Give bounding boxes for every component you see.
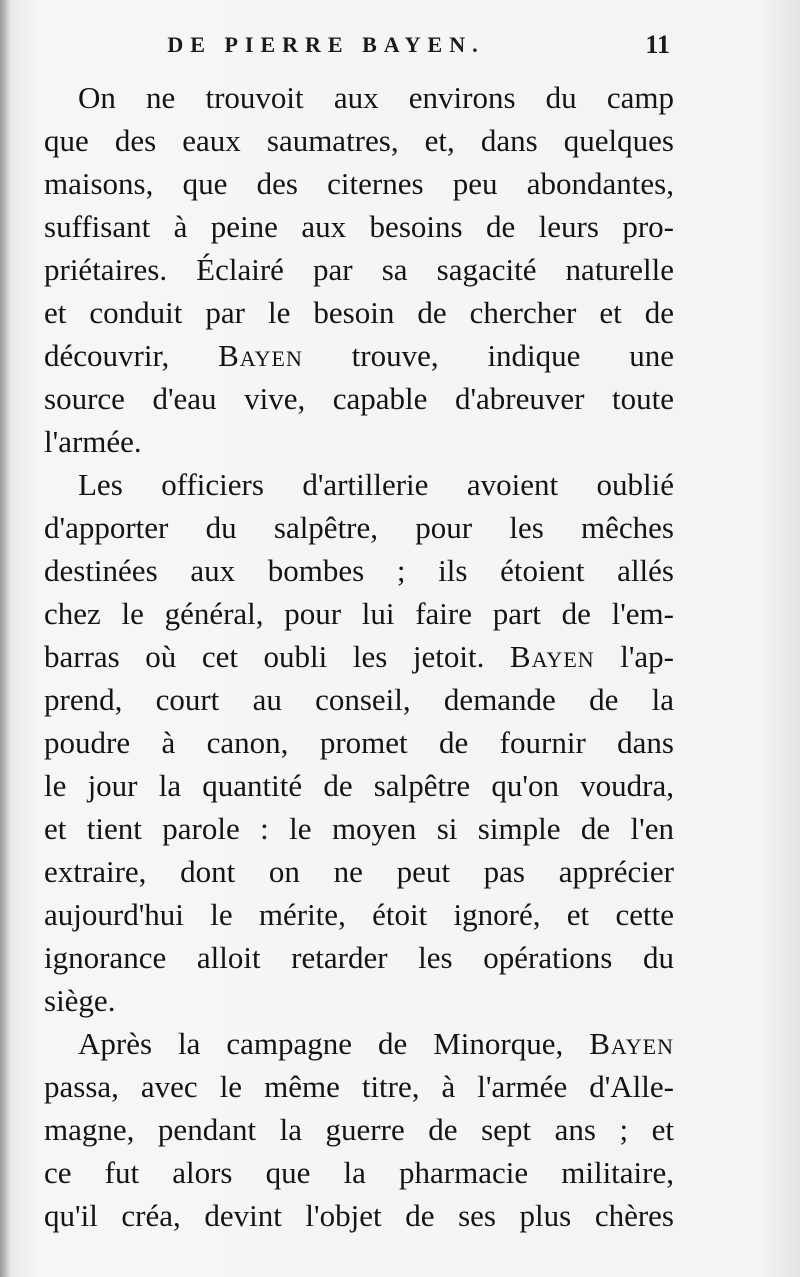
- text-run: prend, court au conseil, demande de la: [44, 682, 674, 717]
- running-head-title: DE PIERRE BAYEN.: [167, 32, 485, 57]
- text-line: [44, 592, 674, 635]
- text-run: ignorance alloit retarder les opérations du: [44, 940, 674, 975]
- body-text: [44, 76, 674, 1237]
- text-line: [44, 291, 674, 334]
- text-run: Après la campagne de Minorque,: [78, 1026, 590, 1061]
- text-run: priétaires. Éclairé par sa sagacité naturelle: [44, 252, 674, 287]
- text-run: extraire, dont on ne peut pas apprécier: [44, 854, 674, 889]
- paragraph: [44, 1022, 674, 1237]
- text-line: [44, 76, 674, 119]
- text-run: qu'il créa, devint l'objet de ses plus chères: [44, 1198, 674, 1233]
- text-run: barras où cet oubli les jetoit.: [44, 639, 510, 674]
- text-run: On ne trouvoit aux environs du camp: [78, 80, 674, 115]
- text-run: et tient parole : le moyen si simple de l'en: [44, 811, 674, 846]
- text-line: [44, 635, 674, 678]
- text-line: [44, 1108, 674, 1151]
- name-small-caps: Bayen: [589, 1026, 674, 1061]
- text-run: source d'eau vive, capable d'abreuver toute: [44, 381, 674, 416]
- text-run: maisons, que des citernes peu abondantes,: [44, 166, 674, 201]
- text-run: passa, avec le même titre, à l'armée d'Alle-: [44, 1069, 674, 1104]
- text-run: trouve, indique une: [302, 338, 674, 373]
- text-line: [44, 979, 674, 1022]
- text-run: et conduit par le besoin de chercher et de: [44, 295, 674, 330]
- text-line: [44, 334, 674, 377]
- text-run: découvrir,: [44, 338, 219, 373]
- text-line: [44, 678, 674, 721]
- text-run: l'armée.: [44, 424, 142, 459]
- text-run: magne, pendant la guerre de sept ans ; et: [44, 1112, 674, 1147]
- text-line: [44, 420, 674, 463]
- text-run: ce fut alors que la pharmacie militaire,: [44, 1155, 674, 1190]
- text-run: chez le général, pour lui faire part de l'em-: [44, 596, 674, 631]
- text-line: [44, 721, 674, 764]
- text-run: le jour la quantité de salpêtre qu'on voudra,: [44, 768, 674, 803]
- text-run: poudre à canon, promet de fournir dans: [44, 725, 674, 760]
- text-line: [44, 893, 674, 936]
- text-line: [44, 162, 674, 205]
- text-run: Les officiers d'artillerie avoient oublié: [78, 467, 674, 502]
- binding-gutter-shadow: [0, 0, 10, 1277]
- text-line: [44, 119, 674, 162]
- text-line: [44, 1065, 674, 1108]
- running-head: [46, 30, 674, 70]
- text-line: [44, 549, 674, 592]
- text-run: d'apporter du salpêtre, pour les mêches: [44, 510, 674, 545]
- text-line: [44, 506, 674, 549]
- text-line: [44, 764, 674, 807]
- page-number: 11: [645, 30, 670, 59]
- text-line: [44, 205, 674, 248]
- text-line: [44, 807, 674, 850]
- text-run: que des eaux saumatres, et, dans quelques: [44, 123, 674, 158]
- text-line: [44, 1194, 674, 1237]
- text-line: [44, 1151, 674, 1194]
- paragraph: [44, 76, 674, 463]
- text-line: [44, 850, 674, 893]
- paragraph: [44, 463, 674, 1022]
- text-run: suffisant à peine aux besoins de leurs pro-: [44, 209, 674, 244]
- text-line: [44, 463, 674, 506]
- text-run: aujourd'hui le mérite, étoit ignoré, et cette: [44, 897, 674, 932]
- text-line: [44, 1022, 674, 1065]
- text-line: [44, 936, 674, 979]
- name-small-caps: Bayen: [509, 639, 595, 674]
- text-run: destinées aux bombes ; ils étoient allés: [44, 553, 674, 588]
- name-small-caps: Bayen: [218, 338, 303, 373]
- text-run: siège.: [44, 983, 116, 1018]
- text-line: [44, 377, 674, 420]
- text-line: [44, 248, 674, 291]
- text-run: l'ap-: [594, 639, 675, 674]
